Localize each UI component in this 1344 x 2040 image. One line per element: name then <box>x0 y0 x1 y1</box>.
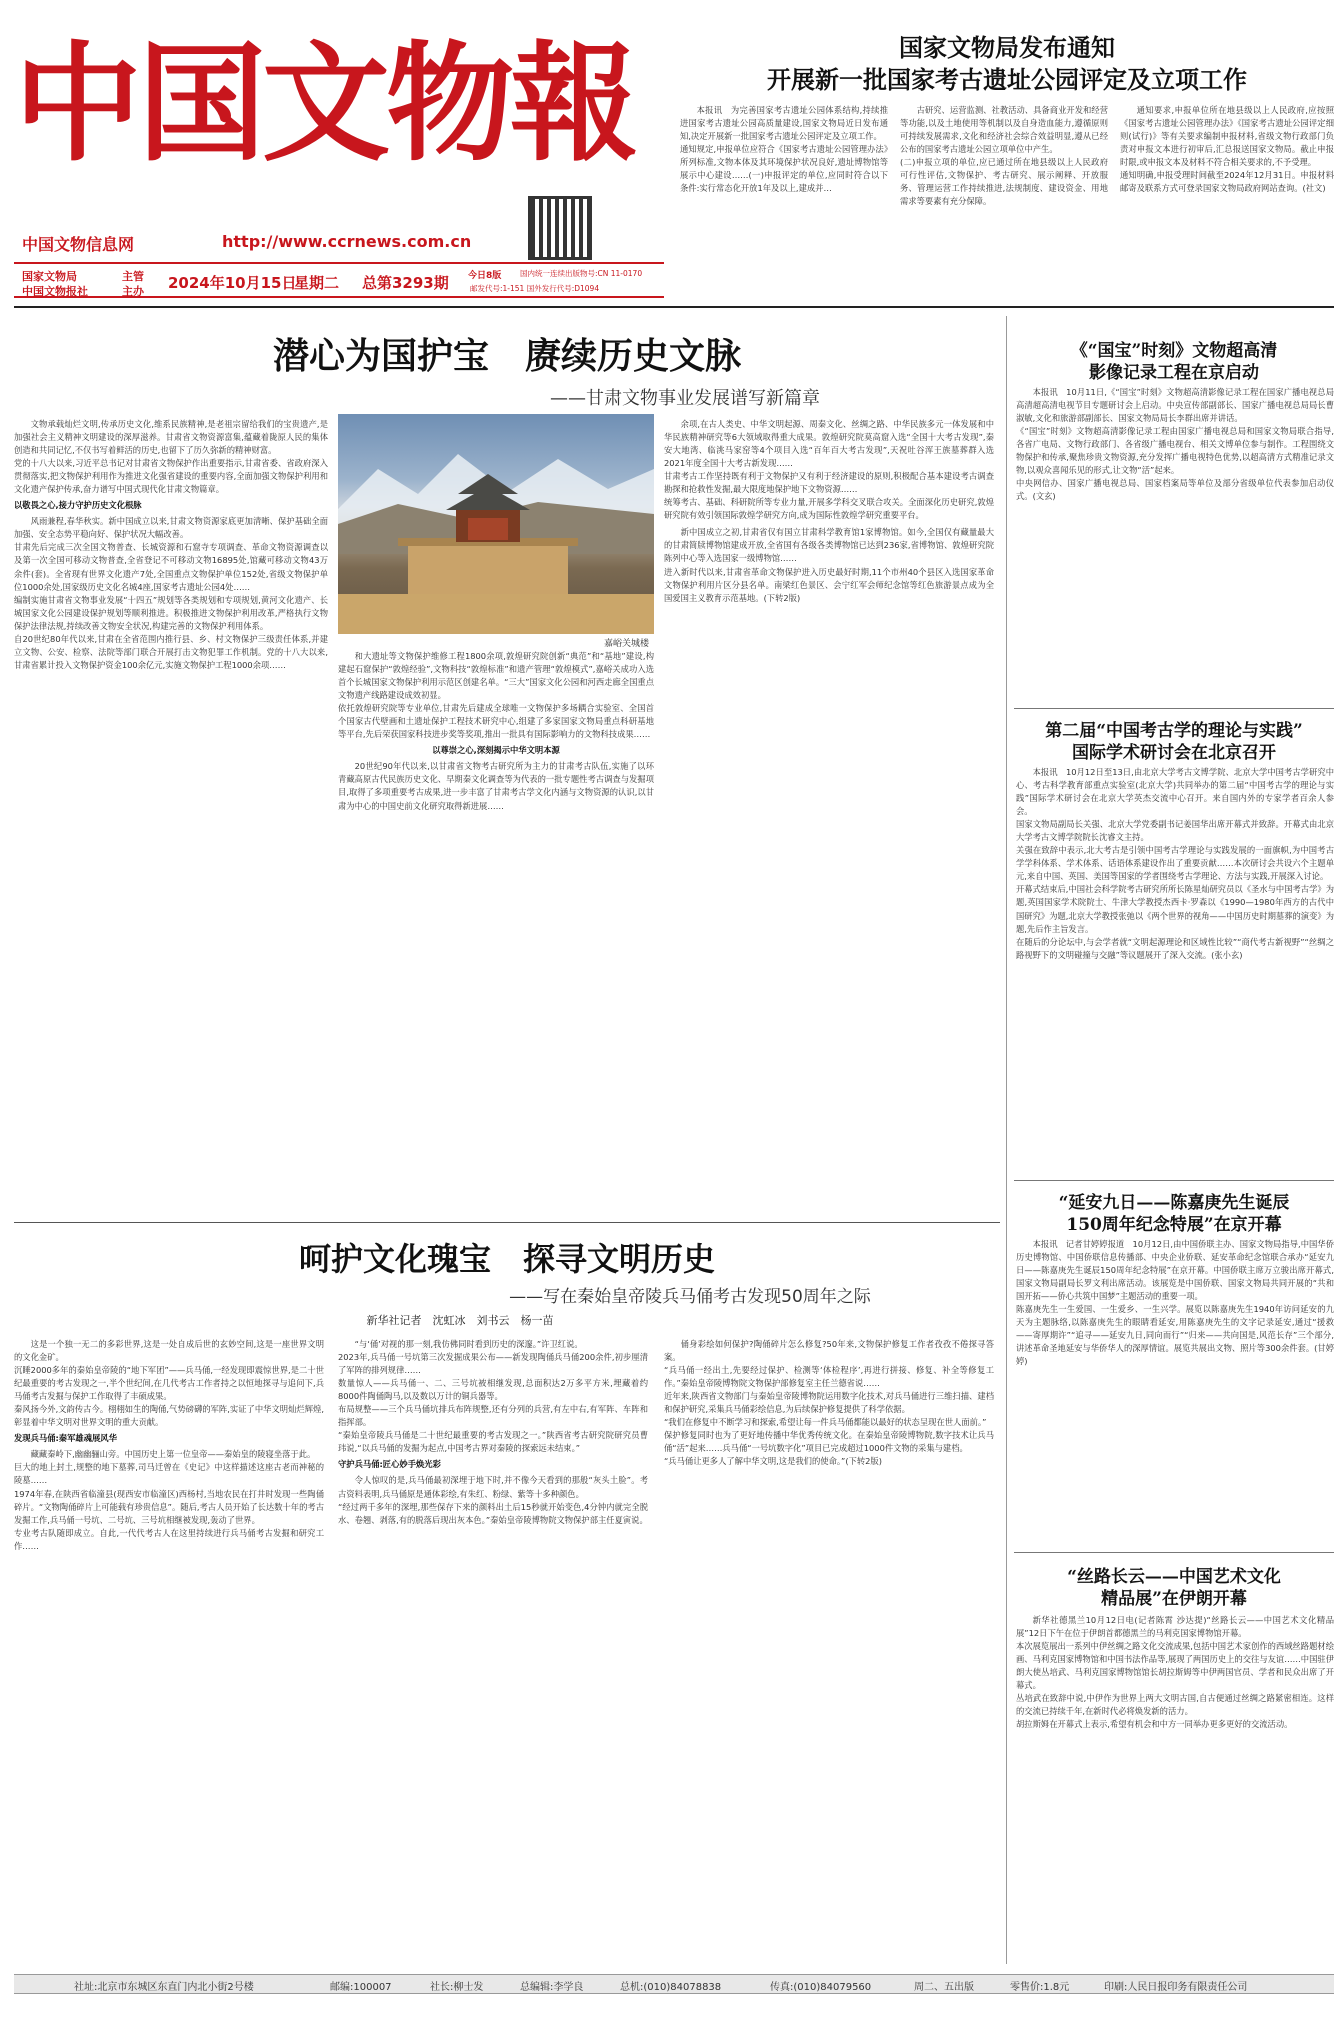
feature-col-2-body: “与‘俑’对视的那一刻,我仿佛同时看到历史的深邃。”许卫红说。 2023年,兵马俑一号坑第三次发掘成果公布——新发现陶俑兵马俑200余件,初步厘清了军阵的排列规律…… 数量惊人——兵马俑一、二、三号坑被相继发现,总面积达2万多平方米,埋藏着约8000件陶俑陶马,以及数以万计的铜兵器等。 布局规整——三个兵马俑坑排兵布阵规整,还有分列的兵营,有左中右,有军阵、车阵和指挥部。 “秦始皇帝陵兵马俑是二十世纪最重要的考古发现之一。”陕西省考古研究院研究员曹玮说,“以兵马俑的发掘为起点,中国考古界对秦陵的探索远未结束。” <box>338 1339 648 1454</box>
role-2: 主办 <box>122 285 144 298</box>
feature-col-2-body-b: 令人惊叹的是,兵马俑最初深埋于地下时,并不像今天看到的那般“灰头土脸”。考古资料表明,兵马俑原是通体彩绘,有朱红、粉绿、紫等十多种颜色。 “经过两千多年的深埋,那些保存下来的颜料出土后15秒就开始变色,4分钟内就完全脱水、卷翘、剥落,有的脱落后现出灰本色。”秦始皇帝陵博物院文物保护部主任夏寅说。 <box>338 1475 648 1525</box>
lead-title: 潜心为国护宝 赓续历史文脉 <box>272 335 741 377</box>
footer-schedule: 周二、五出版 <box>914 1982 974 1993</box>
side-2-body: 本报讯 10月12日至13日,由北京大学考古文博学院、北京大学中国考古学研究中心、考古科学教育部重点实验室(北京大学)共同举办的第二届“中国考古学的理论与实践”国际学术研讨会在北京大学英杰交流中心召开。来自国内外的专家学者百余人参会。 国家文物局副局长关强、北京大学党委副书记姜国华出席开幕式并致辞。开幕式由北京大学考古文博学院院长沈睿文主持。 关强在致辞中表示,北大考古是引领中国考古学理论与实践发展的一面旗帜,为中国考古学学科体系、学术体系、话语体系建设作出了重要贡献……本次研讨会共设六个主题单元,来自中国、英国、美国等国家的学者围绕考古学理论、方法与实践,开展深入讨论。 开幕式结束后,中国社会科学院考古研究所所长陈星灿研究员以《圣水与中国考古学》为题,英国国家学术院院士、牛津大学教授杰西卡·罗森以《1990—1980年西方的古代中国研究》为题,北京大学教授张弛以《两个世界的视角——中国历史时期墓葬的演变》为题,先后作主旨发言。 在随后的分论坛中,与会学者就“文明起源理论和区域性比较”“商代考古新视野”“丝绸之路视野下的文明碰撞与交融”等议题展开了深入交流。(张小玄) <box>1016 767 1334 960</box>
side-3-body: 本报讯 记者甘婷婷报道 10月12日,由中国侨联主办、国家文物局指导,中国华侨历史博物馆、中国侨联信息传播部、中央企业侨联、延安革命纪念馆联合承办“延安九日——陈嘉庚先生诞辰150周年纪念特展”在京开幕。中国侨联主席万立骏出席开幕式,国家文物局副局长罗文利出席活动。该展览是中国侨联、国家文物局共同开展的“共和国开拓——侨心共筑中国梦”主题活动的重要一项。 陈嘉庚先生一生爱国、一生爱乡、一生兴学。展览以陈嘉庚先生1940年访问延安的九天为主题脉络,以陈嘉庚先生的眼睛看延安,用陈嘉庚先生的文字记录延安,通过“援救——寄厚期许”“追寻——延安九日,同向而行”“归来——共向国是,风范长存”三个部分,讲述革命圣地延安与华侨华人的深厚情谊。展览共展出文物、照片等300余件套。(甘婷婷) <box>1016 1239 1334 1367</box>
photo-caption: 嘉峪关城楼 <box>604 639 650 649</box>
lead-col-1 <box>14 418 328 1214</box>
footer-fax: 传真:(010)84079560 <box>770 1982 872 1993</box>
publication-codes-1: 国内统一连续出版物号:CN 11-0170 <box>520 269 643 278</box>
feature-subhead-2: 守护兵马俑:匠心妙手焕光彩 <box>338 1459 441 1470</box>
feature-col-1-body: 藏藏秦岭下,幽幽骊山旁。中国历史上第一位皇帝——秦始皇的陵寝坐落于此。 巨大的地上封土,规整的地下墓葬,司马迁曾在《史记》中这样描述这座古老而神秘的陵墓…… 1974年春,在陕西省临潼县(现西安市临潼区)西杨村,当地农民在打井时发现一些陶俑碎片。“文物陶俑碎片上可能载有珍贵信息”。随后,考古人员开始了长达数十年的考古发掘工作,兵马俑一号坑、二号坑、三号坑相继被发现,轰动了世界。 专业考古队随即成立。自此,一代代考古人在这里持续进行兵马俑考古发掘和研究工作…… <box>14 1449 324 1551</box>
side-2-title-1: 第二届“中国考古学的理论与实践” <box>1045 721 1303 741</box>
lead-col-2 <box>338 650 654 1214</box>
side-divider-3 <box>1014 1552 1334 1553</box>
lead-col-3-body-b: 新中国成立之初,甘肃省仅有国立甘肃科学教育馆1家博物馆。如今,全国仅有藏量最大的甘肃简牍博物馆建成开放,全省国有各级各类博物馆已达到236家,省博物馆、敦煌研究院陈列中心等入选国家一级博物馆…… 进入新时代以来,甘肃省革命文物保护进入历史最好时期,11个市州40个县区入选国家革命文物保护利用片区分县名单。南梁红色景区、会宁红军会师纪念馆等红色旅游景点成为全国爱国主义教育示范基地。(下转2版) <box>664 527 994 603</box>
site-name: 中国文物信息网 <box>22 235 135 254</box>
lead-col-2-body-b: 20世纪90年代以来,以甘肃省文物考古研究所为主力的甘肃考古队伍,实施了以环青藏高原古代民族历史文化、早期秦文化调查等为代表的一批专题性考古调查与发掘项目,取得了多项重要考古成果,进一步丰富了甘肃考古学文化内涵与文物资源的认识,以甘肃为中心的中国史前文化研究取得新进展…… <box>338 761 654 811</box>
lead-subhead-2: 以尊崇之心,深刻揭示中华文明本源 <box>432 745 560 756</box>
qr-code <box>528 196 592 260</box>
masthead-title: 中国文物報 <box>14 29 635 179</box>
feature-subtitle: ——写在秦始皇帝陵兵马俑考古发现50周年之际 <box>509 1287 871 1307</box>
publisher-1: 国家文物局 <box>22 270 77 283</box>
side-divider-2 <box>1014 1180 1334 1181</box>
jiayuguan-photo <box>338 414 654 634</box>
top-story-title-1: 国家文物局发布通知 <box>899 33 1115 62</box>
top-story-col-3: 通知要求,申报单位所在地县级以上人民政府,应按照《国家考古遗址公园管理办法》《国家考古遗址公园评定细则(试行)》等有关要求编制申报材料,省级文物行政部门负责对申报文本进行初审后,汇总报送国家文物局。截止申报时限,或申报文本及材料不符合相关要求的,不予受理。 通知明确,申报受理时间截至2024年12月31日。申报材料邮寄及联系方式可登录国家文物局政府网站查询。(社文) <box>1120 105 1334 194</box>
feature-byline: 新华社记者 沈虹冰 刘书云 杨一苗 <box>366 1314 554 1327</box>
feature-col-3: 俑身彩绘如何保护?陶俑碎片怎么修复?50年来,文物保护修复工作者孜孜不倦探寻答案。 “兵马俑一经出土,先要经过保护、检测等‘体检程序’,再进行拼接、修复、补全等修复工作。”秦始皇帝陵博物院文物保护部修复室主任兰德省说…… 近年来,陕西省文物部门与秦始皇帝陵博物院运用数字化技术,对兵马俑进行三维扫描、建档和保护研究,采集兵马俑彩绘信息,为后续保护修复提供了科学依据。 “我们在修复中不断学习和探索,希望让每一件兵马俑都能以最好的状态呈现在世人面前。” 保护修复同时也为了更好地传播中华优秀传统文化。在秦始皇帝陵博物院,数字技术让兵马俑“活”起来……兵马俑“一号坑数字化”项目已完成超过1000件文物的采集与建档。 “兵马俑让更多人了解中华文明,这是我们的使命。”(下转2版) <box>664 1339 994 1467</box>
feature-title: 呵护文化瑰宝 探寻文明历史 <box>298 1240 715 1278</box>
top-divider <box>14 306 1334 308</box>
side-2-title-2: 国际学术研讨会在北京召开 <box>1072 743 1276 763</box>
lead-col-1-body: 风雨兼程,春华秋实。新中国成立以来,甘肃文物资源家底更加清晰、保护基础全面加强、安全态势平稳向好、保护状况大幅改善。 甘肃先后完成三次全国文物普查、长城资源和石窟寺专项调查、革命文物资源调查以及第一次全国可移动文物普查,全省登记不可移动文物16895处,馆藏可移动文物43万余件(套)。全省现有世界文化遗产7处,全国重点文物保护单位152处,省级文物保护单位1000余处,国家级历史文化名城4座,国家考古遗址公园4处…… 编制实施甘肃省文物事业发展“十四五”规划等各类规划和专项规划,黄河文化遗产、长城国家文化公园建设保护规划等顺利推进。积极推进文物保护利用改革,严格执行文物保护法律法规,持续改善文物安全状况,构建完善的文物保护利用体系。 自20世纪80年代以来,甘肃在全省范围内推行县、乡、村文物保护三级责任体系,并建立文物、公安、检察、法院等部门联合开展打击文物犯罪工作机制。党的十八大以来,甘肃省累计投入文物保护资金100余亿元,实施文物保护工程1000余项…… <box>14 516 328 670</box>
feature-col-2 <box>338 1338 648 1964</box>
side-3-title-1: “延安九日——陈嘉庚先生诞辰 <box>1058 1193 1290 1213</box>
feature-col-1 <box>14 1338 324 1964</box>
role-1: 主管 <box>122 270 144 283</box>
lead-subhead-1: 以敬畏之心,接力守护历史文化根脉 <box>14 500 142 511</box>
footer-phone: 总机:(010)84078838 <box>620 1982 722 1993</box>
side-4-title-1: “丝路长云——中国艺术文化 <box>1067 1567 1281 1587</box>
publisher-2: 中国文物报社 <box>22 285 88 298</box>
side-divider-1 <box>1014 708 1334 709</box>
footer-address: 社址:北京市东城区东直门内北小街2号楼 <box>74 1982 254 1993</box>
top-story-col-1: 本报讯 为完善国家考古遗址公园体系结构,持续推进国家考古遗址公园高质量建设,国家文物局近日发布通知,决定开展新一批国家考古遗址公园评定及立项工作。 通知规定,申报单位应符合《国家考古遗址公园管理办法》所列标准,文物本体及其环境保护状况良好,遗址博物馆等展示中心建设……(一)申报评定的单位,应同时符合以下条件:实行常态化开放1年及以上,建成并… <box>680 105 888 194</box>
photo-illustration <box>338 414 654 634</box>
lead-col-3-body: 余项,在古人类史、中华文明起源、周秦文化、丝绸之路、中华民族多元一体发展和中华民族精神研究等6大领域取得重大成果。敦煌研究院莫高窟入选“全国十大考古发现”,秦安大地湾、临洮马家窑等4个项目入选“百年百大考古发现”,天祝吐谷浑王族墓葬群入选2021年度全国十大考古新发现…… 甘肃考古工作坚持既有利于文物保护又有利于经济建设的原则,积极配合基本建设考古调查勘探和抢救性发掘,最大限度地保护地下文物资源…… 统筹考古、基础、科研院所等专业力量,开展多学科交叉联合攻关。全面深化历史研究,敦煌研究院有效引领国际敦煌学研究方向,成为国际性敦煌学研究重要平台。 <box>664 419 994 521</box>
issue-number: 总第3293期 <box>362 274 449 292</box>
footer-postcode: 邮编:100007 <box>330 1982 392 1993</box>
feature-col-1-intro: 这是一个独一无二的多彩世界,这是一处自成后世的玄妙空间,这是一座世界文明的文化金矿。 沉睡2000多年的秦始皇帝陵的“地下军团”——兵马俑,一经发现即震惊世界,是二十世纪最重要的考古发现之一,半个世纪间,在几代考古工作者持之以恒地探寻与追问下,兵马俑考古发掘与保护工作取得了丰硕成果。 秦风扬今外,文韵传古今。栩栩如生的陶俑,气势磅礴的军阵,实证了中华文明灿烂辉煌,彰显着中华文明对世界文明的重大贡献。 <box>14 1339 324 1428</box>
side-1-body: 本报讯 10月11日,《“国宝”时刻》文物超高清影像记录工程在国家广播电视总局高清超高清电视节目专题研讨会上启动。中央宣传部副部长、国家广播电视总局局长曹淑敏,文化和旅游部副部长、国家文物局局长李群出席并讲话。 《“国宝”时刻》文物超高清影像记录工程由国家广播电视总局和国家文物局联合指导,各省广电局、文物行政部门、各省级广播电视台、相关文博单位参与制作。工程围绕文物保护和传承,聚焦珍贵文物资源,充分发挥广播电视特色优势,以超高清方式精准记录文物,以观众喜闻乐见的形式,让文物“活”起来。 中央网信办、国家广播电视总局、国家档案局等单位及部分省级单位代表参加启动仪式。(文玄) <box>1016 387 1334 502</box>
footer-price: 零售价:1.8元 <box>1010 1982 1070 1993</box>
page-count: 今日8版 <box>468 271 502 281</box>
lead-col-2-body: 和大遗址等文物保护维修工程1800余项,敦煌研究院创新“典范”和“基地”建设,构建起石窟保护“敦煌经验”,文物科技“敦煌标准”和遗产管理“敦煌模式”,嘉峪关成功入选首个长城国家文物保护利用示范区创建名单。“三大”国家文化公园和河西走廊全国重点文物遗产线路建设成效初显。 依托敦煌研究院等专业单位,甘肃先后建成全球唯一文物保护多场耦合实验室、全国首个国家古代壁画和土遗址保护工程技术研究中心,组建了多家国家文物局重点科研基地等平台,先后荣获国家科技进步奖等奖项,推出一批具有国际影响力的文物科技成果…… <box>338 651 654 740</box>
issue-date: 2024年10月15日 <box>168 274 297 292</box>
lead-feature-divider <box>14 1222 1000 1223</box>
footer-president: 社长:柳士发 <box>430 1982 484 1993</box>
site-url[interactable]: http://www.ccrnews.com.cn <box>222 232 472 251</box>
side-4-body: 新华社德黑兰10月12日电(记者陈霄 沙达提)“丝路长云——中国艺术文化精品展”12日下午在位于伊朗首都德黑兰的马利克国家博物馆开幕。 本次展览展出一系列中伊丝绸之路文化交流成果,包括中国艺术家创作的西域丝路题材绘画、马利克国家博物馆和中国书法作品等,展现了两国历史上的交往与友谊……中国驻伊朗大使丛培武、马利克国家博物馆馆长胡拉斯姆等中伊两国官员、学者和民众出席了开幕式。 丛培武在致辞中说,中伊作为世界上两大文明古国,自古便通过丝绸之路紧密相连。这样的交流已持续千年,在新时代必将焕发新的活力。 胡拉斯姆在开幕式上表示,希望有机会和中方一同举办更多更好的交流活动。 <box>1016 1615 1334 1730</box>
top-story-col-2: 古研究、运营监测、社教活动、具备商业开发和经营等功能,以及土地使用等机制以及自身造血能力,遵循原则可持续发展需求,文化和经济社会综合效益明显,遵从已经公布的国家考古遗址公园立项单位中产生。 (二)申报立项的单位,应已通过所在地县级以上人民政府可行性评估,文物保护、考古研究、展示阐释、开放服务、管理运营工作持续推进,法规制度、建设资金、用地需求等要素有充分保障。 <box>900 105 1108 207</box>
side-1-title-2: 影像记录工程在京启动 <box>1089 363 1259 383</box>
main-side-divider <box>1006 316 1007 1964</box>
weekday: 星期二 <box>294 274 340 292</box>
side-3-title-2: 150周年纪念特展”在京开幕 <box>1066 1215 1282 1235</box>
footer-editor: 总编辑:李学良 <box>520 1982 584 1993</box>
publication-codes-2: 邮发代号:1-151 国外发行代号:D1094 <box>470 284 600 293</box>
top-story-title-2: 开展新一批国家考古遗址公园评定及立项工作 <box>767 65 1247 94</box>
feature-subhead-1: 发现兵马俑:秦军雄魂展风华 <box>14 1433 117 1444</box>
side-4-title-2: 精品展”在伊朗开幕 <box>1101 1589 1247 1609</box>
lead-col-3 <box>664 418 994 1214</box>
footer-printer: 印刷:人民日报印务有限责任公司 <box>1104 1982 1248 1993</box>
side-1-title-1: 《“国宝”时刻》文物超高清 <box>1070 341 1278 361</box>
lead-col-1-intro: 文物承载灿烂文明,传承历史文化,维系民族精神,是老祖宗留给我们的宝贵遗产,是加强社会主义精神文明建设的深厚滋养。甘肃省文物资源富集,蕴藏着陇原人民的集体创造和共同记忆,不仅书写着鲜活的历史,也留下了历久弥新的精神财富。 党的十八大以来,习近平总书记对甘肃省文物保护作出重要指示,甘肃省委、省政府深入贯彻落实,把文物保护利用作为推进文化强省建设的重要内容,全面加强文物保护利用和文化遗产保护传承,奋力谱写中国式现代化甘肃文物篇章。 <box>14 419 328 495</box>
lead-subtitle: ——甘肃文物事业发展谱写新篇章 <box>550 388 820 409</box>
